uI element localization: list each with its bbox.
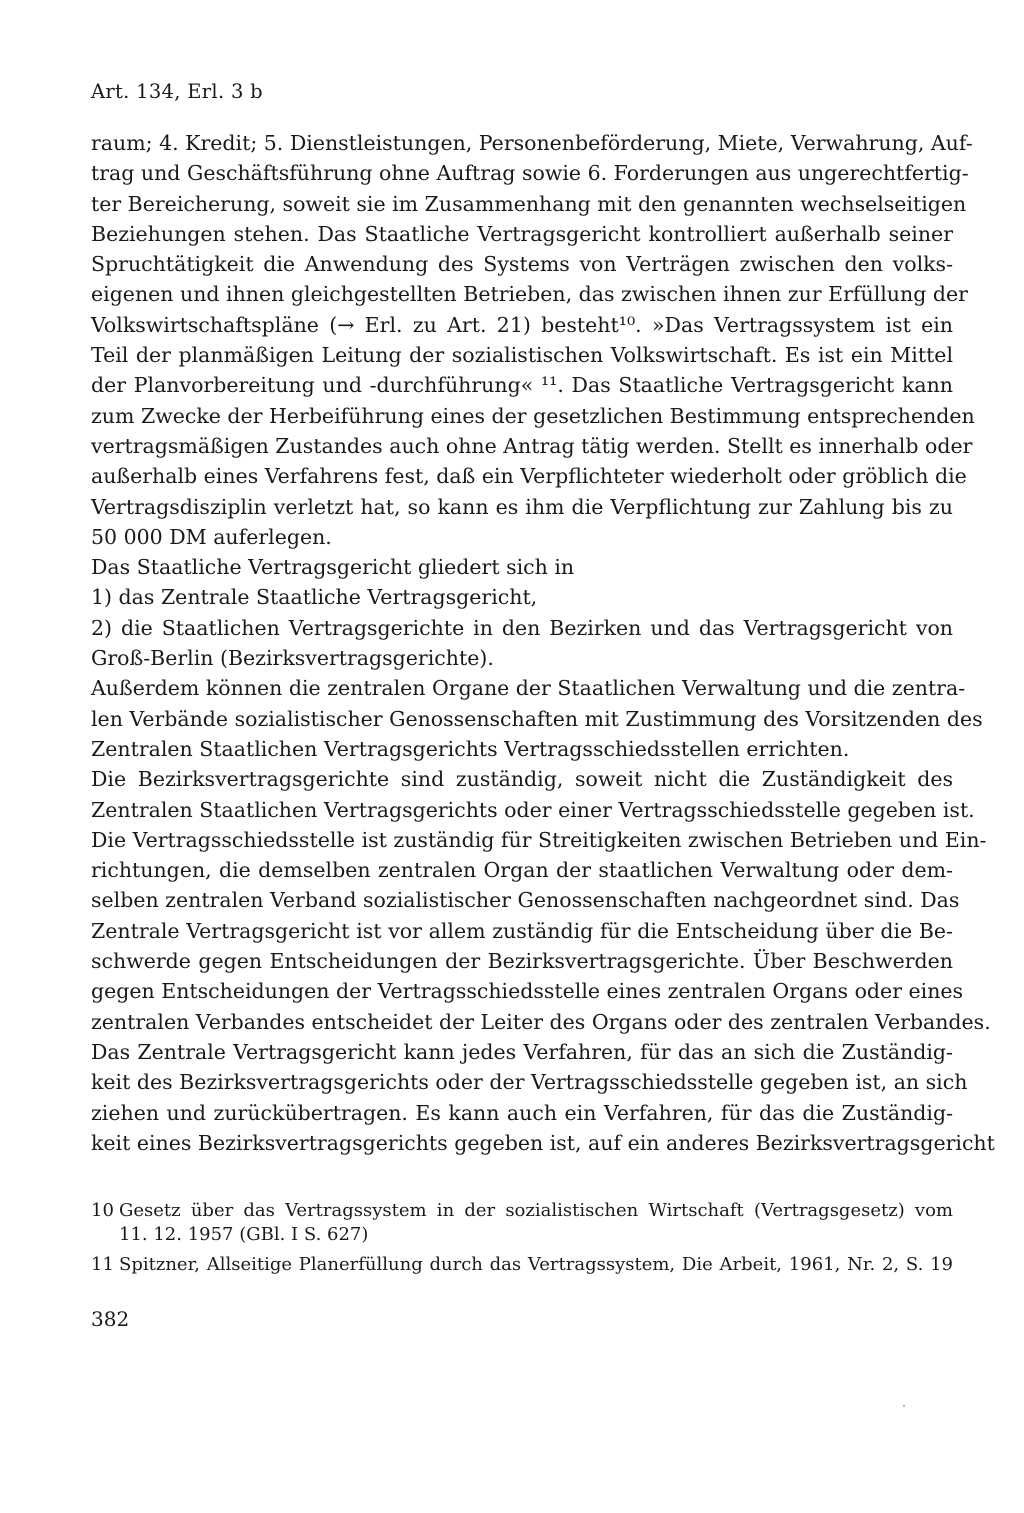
footnote-text	[119, 1199, 953, 1247]
footnote-line: Gesetz über das Vertragssystem in der sozialistischen Wirtschaft (Vertragsgesetz) vom	[119, 1200, 953, 1221]
body-line: 50 000 DM auferlegen.	[91, 524, 332, 549]
body-line: Vertragsdisziplin verletzt hat, so kann es ihm die Verpflichtung zur Zahlung bis zu	[91, 494, 953, 519]
body-line: Groß-Berlin (Bezirksvertragsgerichte).	[91, 646, 494, 671]
footnote-10	[91, 1199, 953, 1247]
body-line: Außerdem können die zentralen Organe der Staatlichen Verwaltung und die zentra-	[91, 676, 966, 701]
body-line: der Planvorbereitung und -durchführung« ¹¹. Das Staatliche Vertragsgericht kann	[91, 373, 953, 398]
body-line: Teil der planmäßigen Leitung der sozialistischen Volkswirtschaft. Es ist ein Mittel	[91, 343, 953, 368]
footnote-11	[91, 1253, 953, 1277]
body-line: raum; 4. Kredit; 5. Dienstleistungen, Personenbeförderung, Miete, Verwahrung, Auf-	[91, 131, 973, 155]
running-head: Art. 134, Erl. 3 b	[91, 80, 263, 103]
body-line: keit eines Bezirksvertragsgerichts gegeben ist, auf ein anderes Bezirksvertragsgericht	[91, 1130, 995, 1155]
body-line: len Verbände sozialistischer Genossenschaften mit Zustimmung des Vorsitzenden des	[91, 706, 983, 731]
body-line: ziehen und zurückübertragen. Es kann auch ein Verfahren, für das die Zuständig-	[91, 1100, 953, 1125]
body-line: Die Bezirksvertragsgerichte sind zuständig, soweit nicht die Zuständigkeit des	[91, 767, 953, 792]
body-line: außerhalb eines Verfahrens fest, daß ein Verpflichteter wiederholt oder gröblich die	[91, 464, 967, 489]
footnote-number: 10	[91, 1200, 114, 1221]
footnote-number: 11	[91, 1254, 114, 1275]
body-line: zum Zwecke der Herbeiführung eines der gesetzlichen Bestimmung entsprechenden	[91, 403, 975, 428]
body-text	[91, 128, 995, 1158]
body-line: Die Vertragsschiedsstelle ist zuständig für Streitigkeiten zwischen Betrieben und Ein-	[91, 827, 987, 852]
body-line: trag und Geschäftsführung ohne Auftrag sowie 6. Forderungen aus ungerechtfertig-	[91, 161, 969, 186]
body-line: 1) das Zentrale Staatliche Vertragsgericht,	[91, 585, 538, 610]
body-line: Das Zentrale Vertragsgericht kann jedes Verfahren, für das an sich die Zuständig-	[91, 1039, 953, 1064]
body-line: selben zentralen Verband sozialistischer Genossenschaften nachgeordnet sind. Das	[91, 888, 960, 913]
body-line: Das Staatliche Vertragsgericht gliedert sich in	[91, 555, 575, 580]
body-line: keit des Bezirksvertragsgerichts oder der Vertragsschiedsstelle gegeben ist, an sich	[91, 1070, 968, 1095]
body-line: gegen Entscheidungen der Vertragsschiedsstelle eines zentralen Organs oder eines	[91, 979, 964, 1004]
body-line: Beziehungen stehen. Das Staatliche Vertragsgericht kontrolliert außerhalb seiner	[91, 221, 953, 246]
footnote-line: Spitzner, Allseitige Planerfüllung durch das Vertragssystem, Die Arbeit, 1961, Nr. 2, S. 19	[119, 1254, 953, 1275]
body-line: ter Bereicherung, soweit sie im Zusammenhang mit den genannten wechselseitigen	[91, 191, 967, 216]
body-line: vertragsmäßigen Zustandes auch ohne Antrag tätig werden. Stellt es innerhalb oder	[91, 433, 973, 458]
page-number: 382	[91, 1307, 130, 1331]
body-line: zentralen Verbandes entscheidet der Leiter des Organs oder des zentralen Verbandes.	[91, 1009, 991, 1034]
footnotes	[91, 1199, 953, 1283]
body-line: Zentralen Staatlichen Vertragsgerichts oder einer Vertragsschiedsstelle gegeben ist.	[91, 797, 975, 822]
body-line: schwerde gegen Entscheidungen der Bezirksvertragsgerichte. Über Beschwerden	[91, 949, 953, 974]
body-line: Zentrale Vertragsgericht ist vor allem zuständig für die Entscheidung über die Be-	[91, 918, 953, 943]
body-line: 2) die Staatlichen Vertragsgerichte in den Bezirken und das Vertragsgericht von	[91, 615, 953, 640]
footnote-text	[119, 1253, 953, 1277]
body-line: eigenen und ihnen gleichgestellten Betrieben, das zwischen ihnen zur Erfüllung der	[91, 282, 968, 307]
scan-speck	[903, 1405, 905, 1407]
body-line: richtungen, die demselben zentralen Organ der staatlichen Verwaltung oder dem-	[91, 858, 953, 883]
body-line: Spruchtätigkeit die Anwendung des Systems von Verträgen zwischen den volks-	[91, 252, 953, 277]
body-line: Volkswirtschaftspläne (→ Erl. zu Art. 21) besteht¹⁰. »Das Vertragssystem ist ein	[91, 312, 953, 337]
body-line: Zentralen Staatlichen Vertragsgerichts Vertragsschiedsstellen errichten.	[91, 736, 850, 761]
footnote-line: 11. 12. 1957 (GBl. I S. 627)	[119, 1224, 369, 1245]
